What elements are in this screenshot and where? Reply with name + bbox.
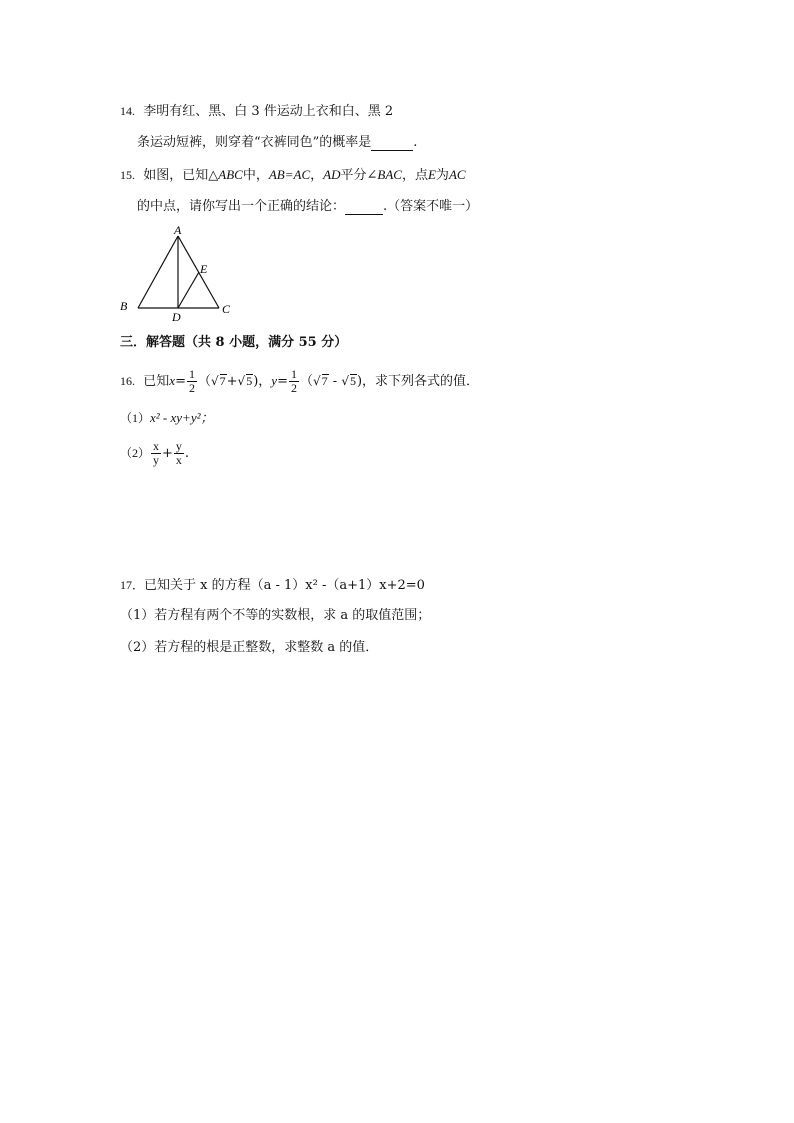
q15-number: 15. xyxy=(120,168,135,182)
q14-end: . xyxy=(413,135,418,150)
label-c: C xyxy=(222,302,231,316)
q16-var-y: y xyxy=(271,373,278,388)
sqrt-5: 5 xyxy=(349,374,356,388)
q15-text-2: 的中点，请你写出一个正确的结论： xyxy=(137,199,346,214)
q16-prefix: 已知 xyxy=(143,374,170,389)
q16-frac-y-x xyxy=(174,440,184,467)
q15-text-a: 如图，已知△ xyxy=(143,168,219,183)
minus: - xyxy=(328,374,342,389)
q16-half-1 xyxy=(187,368,197,395)
label-e: E xyxy=(200,262,208,276)
q14-text-2: 条运动短裤，则穿着“衣裤同色”的概率是 xyxy=(137,135,372,150)
q15-triangle-figure xyxy=(115,222,240,324)
q14-answer-blank[interactable] xyxy=(371,134,413,151)
sqrt-7: 7 xyxy=(321,374,328,388)
q14-line1 xyxy=(120,103,393,120)
section-3-title: 三．解答题（共 8 小题，满分 55 分） xyxy=(120,335,348,350)
q16-eq-1: = xyxy=(175,374,186,389)
q17-line1 xyxy=(120,577,425,594)
paren: （ xyxy=(197,374,211,389)
frac-num: 1 xyxy=(290,367,297,381)
paren: )， xyxy=(253,374,272,389)
q15-ab-eq-ac: AB=AC xyxy=(268,167,311,182)
q16-eq-2: = xyxy=(277,374,288,389)
plus: + xyxy=(226,374,238,389)
q16-sub2 xyxy=(120,438,189,469)
plus: + xyxy=(162,446,173,461)
q16-number: 16. xyxy=(120,374,135,388)
q16-sub2-label: （2） xyxy=(120,446,151,460)
sqrt-7: 7 xyxy=(219,374,226,388)
sqrt-icon: √ xyxy=(341,374,349,388)
frac-den: y xyxy=(153,453,160,467)
label-a: A xyxy=(174,223,182,237)
q15-line1 xyxy=(120,167,466,184)
q16-sub2-end: . xyxy=(184,446,190,461)
q16-sub1-expr: x² - xy+y²； xyxy=(150,410,214,425)
frac-num: 1 xyxy=(188,367,195,381)
q16-frac-x-y xyxy=(151,440,161,467)
sqrt-icon: √ xyxy=(237,374,246,388)
side-ab xyxy=(138,236,178,308)
q15-answer-blank[interactable] xyxy=(345,198,383,215)
q15-text-end: .（答案不唯一） xyxy=(383,199,479,214)
q16-sub1-label: （1） xyxy=(120,411,151,425)
q17-number: 17． xyxy=(120,578,145,592)
frac-num: y xyxy=(175,439,182,453)
q15-line2 xyxy=(137,198,478,215)
sqrt-icon: √ xyxy=(210,374,219,388)
q16-line1 xyxy=(120,367,479,396)
q16-suffix: 求下列各式的值． xyxy=(375,374,480,389)
q14-line2 xyxy=(137,134,417,151)
sqrt-icon: √ xyxy=(312,374,321,388)
q17-sub1: （1）若方程有两个不等的实数根，求 a 的取值范围； xyxy=(120,608,431,623)
q15-ad: AD xyxy=(323,167,341,182)
q15-ac: AC xyxy=(448,167,466,182)
q16-sub1 xyxy=(120,410,214,427)
q15-text-b: 中， xyxy=(242,168,269,183)
q15-text-d: ，点 xyxy=(401,168,428,183)
frac-num: x xyxy=(153,439,160,453)
q15-comma: ， xyxy=(310,168,324,183)
q14-text-1: 李明有红、黑、白 3 件运动上衣和白、黑 2 xyxy=(143,104,394,119)
frac-den: 2 xyxy=(188,381,195,395)
q16-half-2 xyxy=(289,368,299,395)
q14-number: 14. xyxy=(120,104,135,118)
label-d: D xyxy=(172,310,181,324)
paren: )， xyxy=(356,374,376,389)
frac-den: x xyxy=(175,453,182,467)
segment-de xyxy=(178,272,199,308)
q15-text-c: 平分∠ xyxy=(340,168,378,183)
q17-sub2: （2）若方程的根是正整数，求整数 a 的值． xyxy=(120,640,379,655)
frac-den: 2 xyxy=(290,381,297,395)
q16-var-x: x xyxy=(169,373,176,388)
label-b: B xyxy=(120,299,128,313)
q15-angle-bac: BAC xyxy=(377,167,402,182)
paren: （ xyxy=(299,374,313,389)
q15-text-e: 为 xyxy=(435,168,449,183)
sqrt-5: 5 xyxy=(246,374,253,388)
q17-text-1: 已知关于 x 的方程（a - 1）x² -（a+1）x+2=0 xyxy=(144,578,425,593)
q15-point-e: E xyxy=(427,167,436,182)
q15-triangle-abc: ABC xyxy=(218,167,243,182)
